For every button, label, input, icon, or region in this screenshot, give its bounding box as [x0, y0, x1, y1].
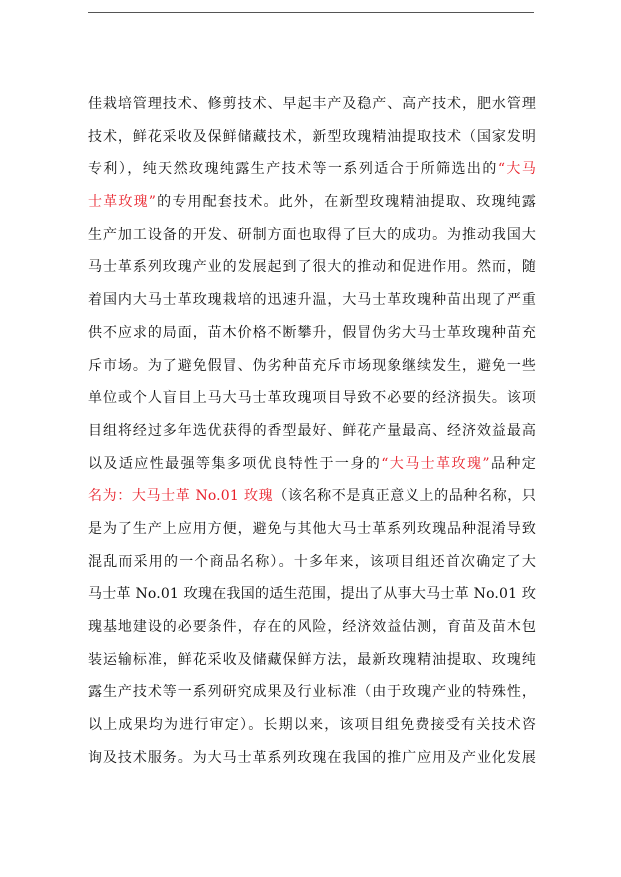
- text-line: [88, 480, 536, 513]
- highlight-term: “大马士革玫瑰”: [381, 455, 490, 472]
- text-line: 装运输标准，鲜花采收及储藏保鲜方法，最新玫瑰精油提取、玫瑰纯: [88, 651, 536, 668]
- text-line: [88, 153, 536, 186]
- text-line: 单位或个人盲目上马大马士革玫瑰项目导致不必要的经济损失。该项: [88, 390, 536, 407]
- text-line: 佳栽培管理技术、修剪技术、早起丰产及稳产、高产技术，肥水管理: [88, 96, 536, 112]
- text-line: [88, 186, 536, 219]
- text-line: 马士革系列玫瑰产业的发展起到了很大的推动和促进作用。然而，随: [88, 259, 536, 276]
- text-line: 是为了生产上应用方便，避免与其他大马士革系列玫瑰品种混淆导致: [88, 520, 536, 537]
- text-line: 目组将经过多年选优获得的香型最好、鲜花产量最高、经济效益最高: [88, 422, 536, 439]
- text-line: 混乱而采用的一个商品名称）。十多年来，该项目组还首次确定了大: [88, 553, 536, 570]
- text-line: 露生产技术等一系列研究成果及行业标准（由于玫瑰产业的特殊性，: [88, 684, 536, 701]
- text-line: 询及技术服务。为大马士革系列玫瑰在我国的推广应用及产业化发展: [88, 749, 536, 766]
- highlight-term: “大马: [497, 161, 536, 178]
- text-line: 马士革 No.01 玫瑰在我国的适生范围，提出了从事大马士革 No.01 玫: [88, 586, 536, 603]
- text-run: 品种定: [489, 455, 536, 472]
- text-line: 瑰基地建设的必要条件，存在的风险，经济效益估测，育苗及苗木包: [88, 619, 536, 635]
- text-run: 专利），纯天然玫瑰纯露生产技术等一系列适合于所筛选出的: [88, 161, 498, 178]
- text-line: 斥市场。为了避免假冒、伪劣种苗充斥市场现象继续发生，避免一些: [88, 357, 536, 374]
- text-run: （该名称不是真正意义上的品种名称，只: [273, 488, 537, 505]
- highlight-term: 士革玫瑰”: [88, 194, 157, 211]
- text-line: 着国内大马士革玫瑰栽培的迅速升温，大马士革玫瑰种苗出现了严重: [88, 292, 536, 309]
- variety-name: 名为：大马士革 No.01 玫瑰: [88, 488, 274, 505]
- text-run: 的专用配套技术。此外，在新型玫瑰精油提取、玫瑰纯露: [156, 194, 536, 211]
- header-rule: [88, 12, 534, 13]
- body-text: [88, 88, 536, 774]
- text-line: 以上成果均为进行审定）。长期以来，该项目组免费接受有关技术咨: [88, 717, 536, 734]
- text-run: 以及适应性最强等集多项优良特性于一身的: [88, 455, 382, 472]
- text-line: 生产加工设备的开发、研制方面也取得了巨大的成功。为推动我国大: [88, 226, 536, 243]
- text-line: 技术，鲜花采收及保鲜储藏技术，新型玫瑰精油提取技术（国家发明: [88, 128, 536, 145]
- text-line: [88, 448, 536, 481]
- text-line: 供不应求的局面，苗木价格不断攀升，假冒伪劣大马士革玫瑰种苗充: [88, 324, 536, 341]
